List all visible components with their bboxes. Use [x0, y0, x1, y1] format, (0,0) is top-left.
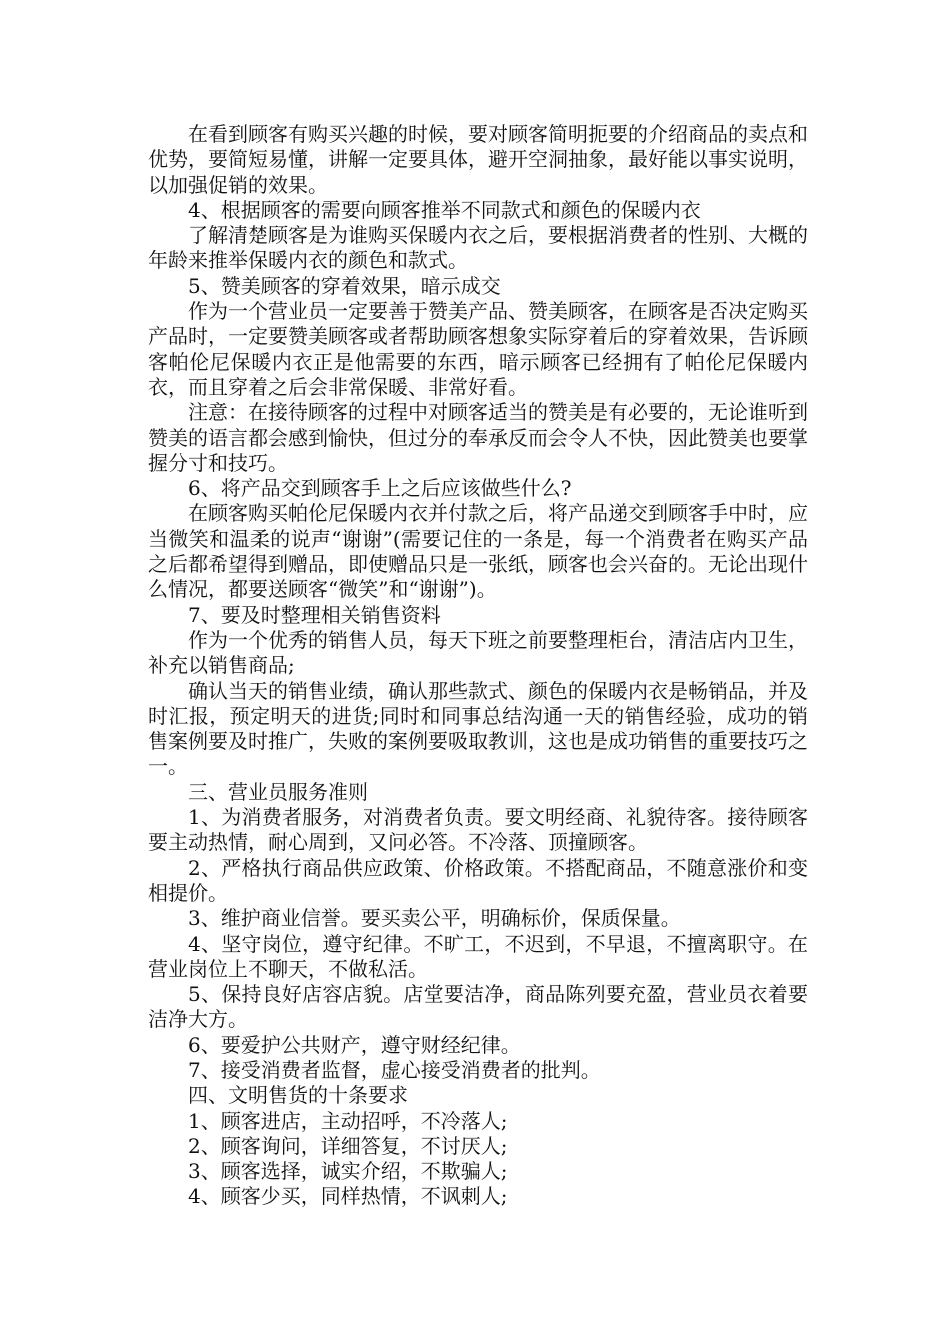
paragraph: 作为一个优秀的销售人员，每天下班之前要整理柜台，清洁店内卫生，补充以销售商品;	[148, 627, 808, 678]
paragraph: 了解清楚顾客是为谁购买保暖内衣之后，要根据消费者的性别、大概的年龄来推举保暖内衣的颜色和款式。	[148, 223, 808, 273]
chapter-heading: 四、文明售货的十条要求	[188, 1083, 408, 1108]
list-item: 1、顾客进店，主动招呼，不冷落人;	[188, 1108, 508, 1133]
list-item: 3、顾客选择，诚实介绍，不欺骗人;	[188, 1159, 508, 1184]
list-item: 6、要爱护公共财产，遵守财经纪律。	[188, 1032, 521, 1057]
section-heading: 6、将产品交到顾客手上之后应该做些什么?	[188, 476, 572, 501]
list-item: 2、顾客询问，详细答复，不讨厌人;	[188, 1133, 508, 1158]
paragraph: 在顾客购买帕伦尼保暖内衣并付款之后，将产品递交到顾客手中时，应当微笑和温柔的说声“谢谢”(需要记住的一条是，每一个消费者在购买产品之后都希望得到赠品，即使赠品只是一张纸，顾客也会兴奋的。无论出现什么情况，都要送顾客“微笑”和“谢谢”)。	[148, 501, 808, 602]
paragraph: 注意：在接待顾客的过程中对顾客适当的赞美是有必要的，无论谁听到赞美的语言都会感到愉快，但过分的奉承反而会令人不快，因此赞美也要掌握分寸和技巧。	[148, 400, 808, 475]
list-item: 4、顾客少买，同样热情，不讽刺人;	[188, 1184, 508, 1209]
list-item: 4、坚守岗位，遵守纪律。不旷工，不迟到，不早退，不擅离职守。在营业岗位上不聊天，不做私活。	[148, 931, 808, 981]
paragraph: 确认当天的销售业绩，确认那些款式、颜色的保暖内衣是畅销品，并及时汇报，预定明天的进货;同时和同事总结沟通一天的销售经验，成功的销售案例要及时推广，失败的案例要吸取教训，这也是成功销售的重要技巧之一。	[148, 678, 808, 779]
list-item: 2、严格执行商品供应政策、价格政策。不搭配商品，不随意涨价和变相提价。	[148, 855, 808, 905]
chapter-heading: 三、营业员服务准则	[188, 779, 368, 804]
list-item: 3、维护商业信誉。要买卖公平，明确标价，保质保量。	[188, 906, 681, 931]
section-heading: 5、赞美顾客的穿着效果，暗示成交	[188, 273, 501, 298]
list-item: 1、为消费者服务，对消费者负责。要文明经商、礼貌待客。接待顾客要主动热情，耐心周到，又问必答。不冷落、顶撞顾客。	[148, 805, 808, 855]
paragraph: 在看到顾客有购买兴趣的时候，要对顾客简明扼要的介绍商品的卖点和优势，要简短易懂，讲解一定要具体，避开空洞抽象，最好能以事实说明，以加强促销的效果。	[148, 122, 808, 197]
document-body	[148, 122, 808, 1210]
list-item: 5、保持良好店容店貌。店堂要洁净，商品陈列要充盈，营业员衣着要洁净大方。	[148, 982, 808, 1032]
section-heading: 4、根据顾客的需要向顾客推举不同款式和颜色的保暖内衣	[188, 197, 701, 222]
paragraph: 作为一个营业员一定要善于赞美产品、赞美顾客，在顾客是否决定购买产品时，一定要赞美顾客或者帮助顾客想象实际穿着后的穿着效果，告诉顾客帕伦尼保暖内衣正是他需要的东西，暗示顾客已经拥有了帕伦尼保暖内衣，而且穿着之后会非常保暖、非常好看。	[148, 299, 808, 399]
section-heading: 7、要及时整理相关销售资料	[188, 602, 441, 627]
list-item: 7、接受消费者监督，虚心接受消费者的批判。	[188, 1057, 601, 1082]
